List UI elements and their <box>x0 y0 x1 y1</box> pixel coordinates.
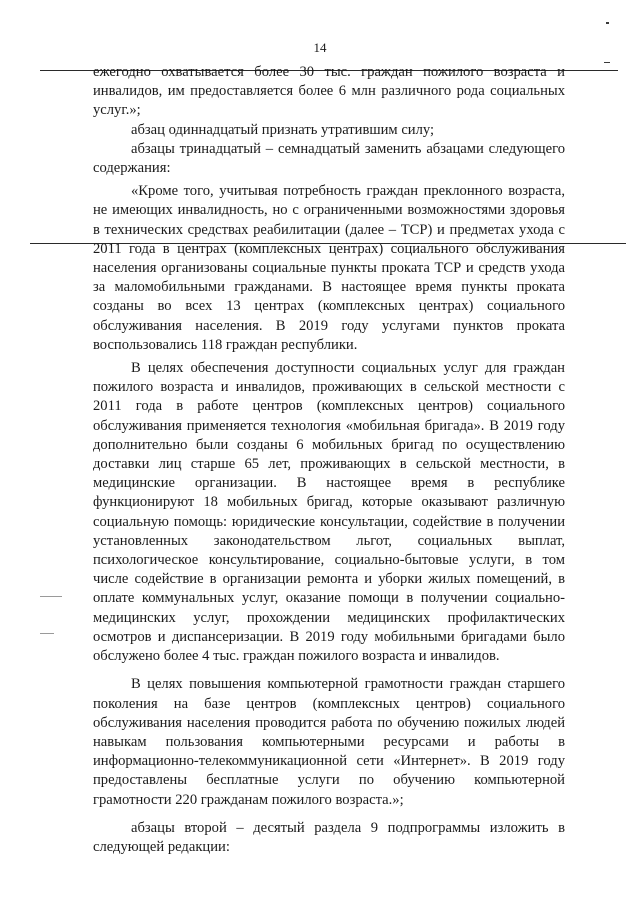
paragraph-amendment-1: абзац одиннадцатый признать утратившим силу; <box>131 121 435 138</box>
document-body <box>93 63 565 857</box>
paragraph-continuation: ежегодно охватывается более 30 тыс. граждан пожилого возраста и инвалидов, им предоставляется более 6 млн различного рода социальных услуг.»; <box>93 64 565 119</box>
scan-mark-left-1 <box>40 596 62 597</box>
scan-mark-left-2 <box>40 633 54 634</box>
page-number: 14 <box>313 40 327 55</box>
paragraph-rental-points: «Кроме того, учитывая потребность граждан преклонного возраста, не имеющих инвалидность, но с ограниченными возможностями здоровья в технических средствах реабилитации (далее – ТСР) и предметах ухода с 2011 года в центрах (комплексных центрах) социального обслуживания населения организованы социальные пункты проката ТСР и средств ухода за маломобильными гражданами. В настоящее время пункты проката созданы во всех 13 центрах (комплексных центрах) социального обслуживания населения. В 2019 году услугами пунктов проката воспользовались 118 граждан республики. <box>93 183 565 353</box>
scan-mark-right <box>604 62 610 63</box>
paragraph-amendment-2: абзацы тринадцатый – семнадцатый заменить абзацами следующего содержания: <box>93 140 565 177</box>
scan-mark-top-right <box>606 22 609 24</box>
paragraph-computer-literacy: В целях повышения компьютерной грамотности граждан старшего поколения на базе центров (комплексных центров) социального обслуживания населения проводится работа по обучению пожилых людей навыкам пользования компьютерными ресурсами и работы в информационно-телекоммуникационной сети «Интернет». В 2019 году предоставлены бесплатные услуги по обучению компьютерной грамотности 220 гражданам пожилого возраста.»; <box>93 676 565 808</box>
paragraph-amendment-3: абзацы второй – десятый раздела 9 подпрограммы изложить в следующей редакции: <box>93 819 565 855</box>
paragraph-mobile-teams: В целях обеспечения доступности социальных услуг для граждан пожилого возраста и инвалидов, проживающих в сельской местности с 2011 года в работе центров (комплексных центров) социального обслуживания применяется технология «мобильная бригада». В 2019 году дополнительно были созданы 6 мобильных бригад по осуществлению доставки лиц старше 65 лет, проживающих в сельской местности, в медицинские организации. В настоящее время в республике функционируют 18 мобильных бригад, которые оказывают различную социальную помощь: юридические консультации, содействие в получении установленных законодательством льгот, социальных выплат, психологическое консультирование, социально-бытовые услуги, в том числе содействие в организации ремонта и уборки жилых помещений, в оплате коммунальных услуг, оказание помощи в получении социально-медицинских услуг, прохождении медицинских профилактических осмотров и диспансеризации. В 2019 году мобильными бригадами было обслужено более 4 тыс. граждан пожилого возраста и инвалидов. <box>93 360 565 665</box>
